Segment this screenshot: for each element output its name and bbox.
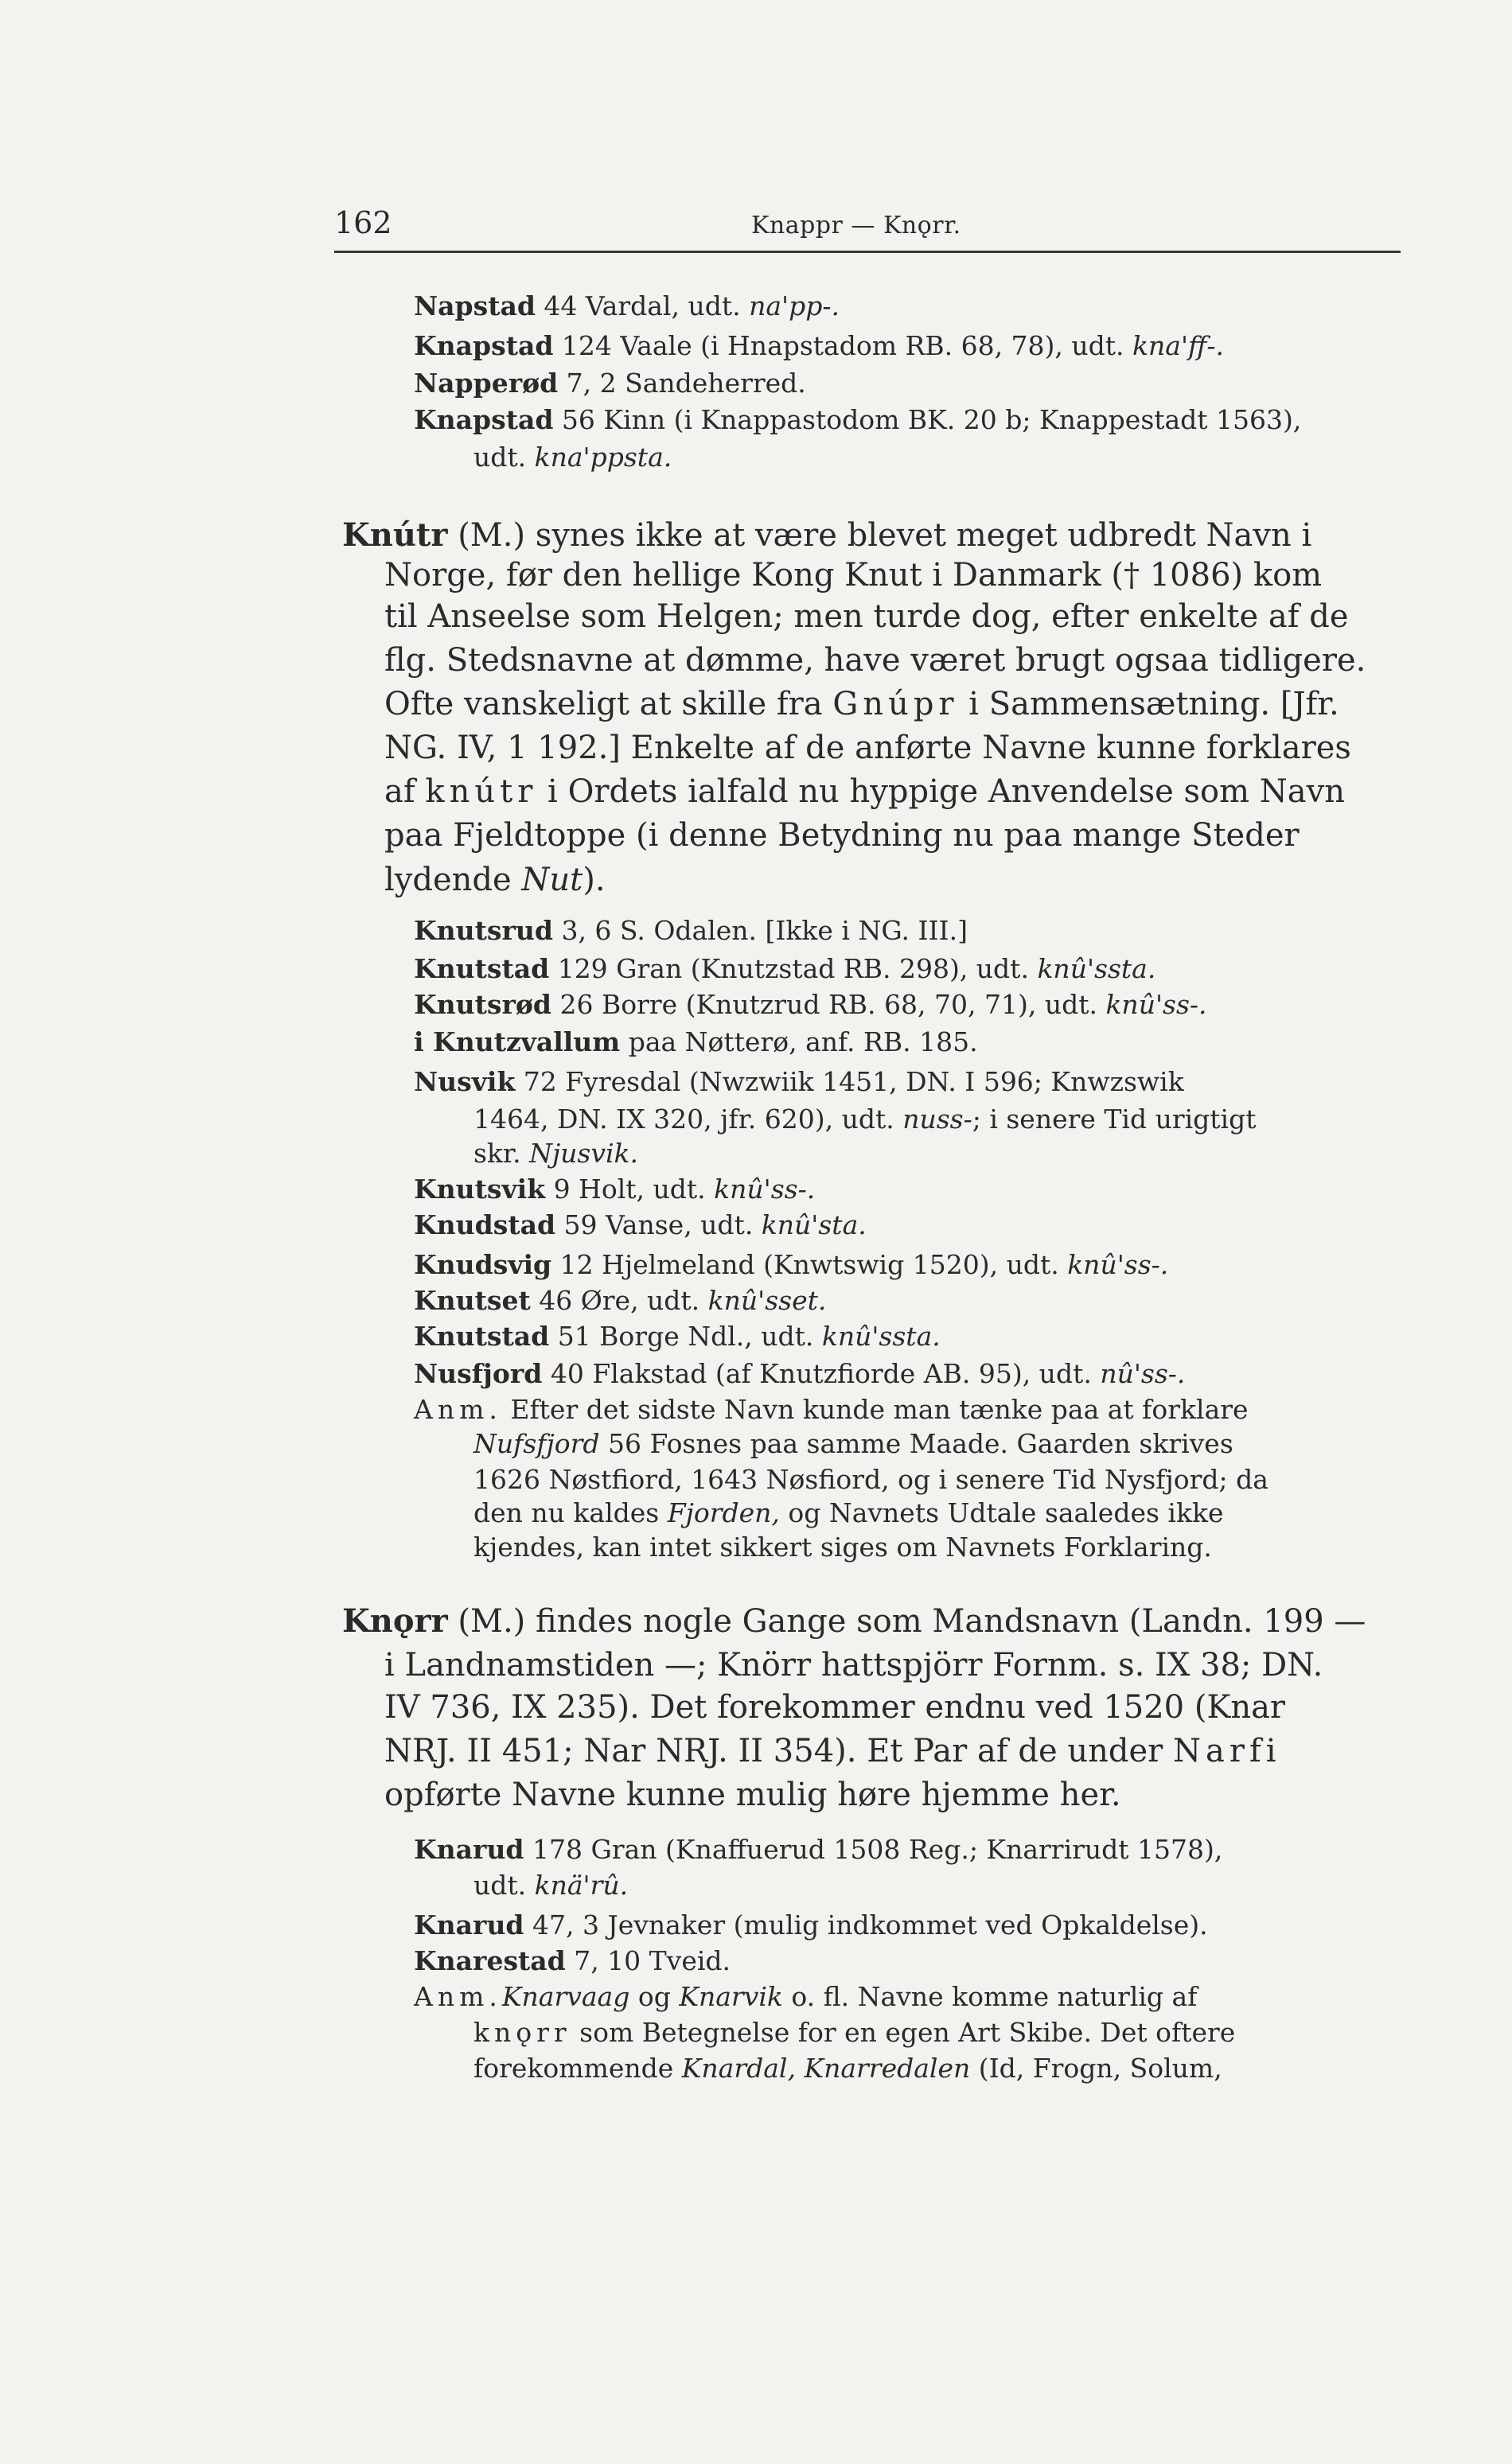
- text-line: [414, 1285, 826, 1317]
- line-text: 3, 6 S. Odalen. [Ikke i NG. III.]: [552, 915, 968, 946]
- line-text: paa Nøtterø, anf. RB. 185.: [620, 1026, 978, 1057]
- italic-term: knû'sset.: [707, 1285, 827, 1316]
- line-text: 56 Kinn (i Knappastodom BK. 20 b; Knappestadt 1563),: [553, 404, 1302, 435]
- entry-headword: Napstad: [414, 290, 536, 321]
- text-line: [414, 953, 1155, 985]
- line-text: 1464, DN. IX 320, jfr. 620), udt.: [473, 1104, 903, 1135]
- spaced-term: Narfi: [1172, 1733, 1281, 1769]
- entry-headword: Knǫrr: [342, 1602, 448, 1640]
- text-line: [414, 915, 968, 947]
- text-line: [384, 686, 1339, 722]
- line-text: den nu kaldes: [473, 1497, 668, 1528]
- italic-term: nuss-: [902, 1104, 972, 1135]
- text-line: [414, 290, 840, 322]
- line-text: og Navnets Udtale saaledes ikke: [779, 1497, 1224, 1528]
- spaced-term: knútr: [425, 773, 538, 810]
- text-line: [384, 598, 1348, 635]
- text-line: [414, 1249, 1168, 1281]
- line-text: (M.) findes nogle Gange som Mandsnavn (Landn. 199 —: [447, 1603, 1366, 1640]
- spaced-term: Gnúpr: [832, 686, 959, 722]
- text-line: [473, 2017, 1235, 2049]
- line-text: [629, 1981, 638, 2012]
- line-text: skr.: [473, 1138, 530, 1169]
- line-text: IV 736, IX 235). Det forekommer endnu ved 1520 (Knar: [384, 1689, 1286, 1726]
- line-text: 40 Flakstad (af Knutzfiorde AB. 95), udt.: [542, 1358, 1101, 1389]
- italic-term: Knardal, Knarredalen: [681, 2053, 971, 2084]
- text-line: [473, 442, 672, 473]
- line-text: 72 Fyresdal (Nwzwiik 1451, DN. I 596; Knwzswik: [515, 1066, 1184, 1097]
- line-text: ).: [583, 862, 606, 898]
- text-line: [414, 1909, 1208, 1941]
- text-line: [384, 1777, 1121, 1813]
- line-text: af: [384, 773, 426, 810]
- text-line: [473, 1870, 628, 1902]
- italic-term: Knarvaag: [501, 1981, 630, 2012]
- text-line: [342, 517, 1311, 554]
- line-text: 46 Øre, udt.: [530, 1285, 708, 1316]
- line-text: Efter det sidste Navn kunde man tænke paa at forklare: [501, 1394, 1249, 1425]
- italic-term: nû'ss-.: [1100, 1358, 1186, 1389]
- line-text: 12 Hjelmeland (Knwtswig 1520), udt.: [551, 1249, 1068, 1280]
- entry-headword: Knarud: [414, 1834, 524, 1865]
- text-line: [414, 1945, 731, 1977]
- line-text: i Sammensætning. [Jfr.: [958, 686, 1339, 722]
- italic-term: knû'ss-.: [1067, 1249, 1169, 1280]
- text-line: [473, 1138, 638, 1170]
- text-line: [414, 1321, 941, 1353]
- text-line: [414, 1834, 1222, 1866]
- page-number: 162: [334, 205, 392, 240]
- italic-term: knû'ss-.: [714, 1174, 816, 1205]
- entry-headword: Knudstad: [414, 1209, 556, 1240]
- text-line: [473, 1104, 1257, 1135]
- line-text: 56 Fosnes paa samme Maade. Gaarden skrives: [599, 1428, 1233, 1459]
- line-text: flg. Stedsnavne at dømme, have været brugt ogsaa tidligere.: [384, 642, 1366, 679]
- entry-headword: Napperød: [414, 368, 559, 399]
- line-text: forekommende: [473, 2053, 682, 2084]
- text-line: [414, 1358, 1185, 1390]
- line-text: NRJ. II 451; Nar NRJ. II 354). Et Par af de under: [384, 1733, 1173, 1769]
- line-text: i Landnamstiden —; Knörr hattspjörr Fornm. s. IX 38; DN.: [384, 1647, 1323, 1684]
- italic-term: Knarvik: [679, 1981, 783, 2012]
- entry-headword: Knútr: [342, 516, 448, 554]
- line-text: i Ordets ialfald nu hyppige Anvendelse som Navn: [537, 773, 1345, 810]
- entry-headword: Knutsvik: [414, 1174, 546, 1205]
- line-text: 47, 3 Jevnaker (mulig indkommet ved Opkaldelse).: [524, 1909, 1208, 1940]
- text-line: [414, 1981, 1197, 2013]
- entry-headword: Knutsrud: [414, 915, 553, 946]
- entry-headword: Knutset: [414, 1285, 531, 1316]
- line-text: lydende: [384, 862, 522, 898]
- line-text: Norge, før den hellige Kong Knut i Danmark († 1086) kom: [384, 557, 1323, 594]
- italic-term: Nut: [521, 862, 583, 898]
- text-line: [414, 1174, 815, 1205]
- italic-term: knä'rû.: [534, 1870, 629, 1901]
- italic-term: knû'ssta.: [1037, 953, 1156, 984]
- italic-term: knû'ssta.: [821, 1321, 941, 1352]
- entry-headword: Knarestad: [414, 1945, 566, 1976]
- line-text: som Betegnelse for en egen Art Skibe. Det oftere: [571, 2017, 1236, 2048]
- line-text: 59 Vanse, udt.: [555, 1209, 762, 1240]
- line-text: 26 Borre (Knutzrud RB. 68, 70, 71), udt.: [551, 989, 1106, 1020]
- line-text: o. fl. Navne komme naturlig af: [782, 1981, 1198, 2012]
- text-line: [414, 404, 1301, 436]
- text-line: [473, 1497, 1223, 1529]
- text-line: [384, 817, 1300, 854]
- text-line: [414, 1026, 978, 1058]
- text-line: [384, 1647, 1323, 1684]
- line-text: opførte Navne kunne mulig høre hjemme her.: [384, 1777, 1121, 1813]
- text-line: [384, 1733, 1281, 1769]
- italic-term: Nufsfjord: [473, 1428, 600, 1459]
- line-text: paa Fjeldtoppe (i denne Betydning nu paa mange Steder: [384, 817, 1300, 854]
- text-line: [384, 730, 1351, 766]
- line-text: 178 Gran (Knaffuerud 1508 Reg.; Knarrirudt 1578),: [524, 1834, 1223, 1865]
- line-text: (M.) synes ikke at være blevet meget udbredt Navn i: [447, 517, 1312, 554]
- text-line: [473, 1428, 1233, 1460]
- text-line: [414, 1066, 1184, 1098]
- text-line: [414, 989, 1207, 1021]
- italic-term: na'pp-.: [749, 290, 840, 321]
- line-text: 44 Vardal, udt.: [535, 290, 750, 321]
- text-line: [473, 2053, 1222, 2084]
- text-line: [473, 1532, 1212, 1563]
- line-text: og: [637, 1981, 680, 2012]
- text-line: [384, 1689, 1285, 1726]
- line-text: udt.: [473, 1870, 535, 1901]
- line-text: til Anseelse som Helgen; men turde dog, efter enkelte af de: [384, 598, 1349, 635]
- entry-headword: Knudsvig: [414, 1249, 552, 1280]
- text-line: [414, 1394, 1249, 1426]
- entry-headword: Knarud: [414, 1909, 524, 1940]
- line-text: (Id, Frogn, Solum,: [970, 2053, 1222, 2084]
- spaced-term: knǫrr: [473, 2017, 571, 2048]
- line-text: 9 Holt, udt.: [545, 1174, 715, 1205]
- line-text: ; i senere Tid urigtigt: [972, 1104, 1257, 1135]
- line-text: kjendes, kan intet sikkert siges om Navnets Forklaring.: [473, 1532, 1212, 1563]
- line-text: udt.: [473, 442, 535, 473]
- line-text: 7, 10 Tveid.: [565, 1945, 731, 1976]
- italic-term: knû'sta.: [761, 1209, 867, 1240]
- line-text: Ofte vanskeligt at skille fra: [384, 686, 833, 722]
- running-head: Knappr — Knǫrr.: [751, 212, 961, 239]
- page-header: [334, 205, 1401, 245]
- text-line: [384, 773, 1345, 810]
- text-line: [384, 862, 606, 898]
- line-text: 1626 Nøstfiord, 1643 Nøsfiord, og i senere Tid Nysfjord; da: [473, 1464, 1268, 1495]
- entry-headword: Knapstad: [414, 330, 554, 361]
- line-text: 7, 2 Sandeherred.: [558, 368, 806, 399]
- italic-term: knû'ss-.: [1105, 989, 1207, 1020]
- entry-headword: i Knutzvallum: [414, 1026, 621, 1057]
- entry-headword: Nusvik: [414, 1066, 516, 1097]
- text-line: [414, 1209, 867, 1241]
- italic-term: kna'ff-.: [1132, 330, 1225, 361]
- text-line: [384, 557, 1322, 594]
- italic-term: kna'ppsta.: [534, 442, 672, 473]
- entry-headword: Knutstad: [414, 953, 550, 984]
- line-text: 51 Borge Ndl., udt.: [549, 1321, 822, 1352]
- entry-headword: Knutsrød: [414, 989, 551, 1020]
- spaced-term: Anm.: [414, 1394, 502, 1425]
- text-line: [414, 330, 1224, 362]
- text-line: [384, 642, 1366, 679]
- header-rule: [334, 251, 1401, 253]
- text-line: [414, 368, 806, 399]
- entry-headword: Knapstad: [414, 404, 554, 435]
- line-text: 124 Vaale (i Hnapstadom RB. 68, 78), udt.: [553, 330, 1133, 361]
- line-text: 129 Gran (Knutzstad RB. 298), udt.: [549, 953, 1038, 984]
- spaced-term: Anm.: [414, 1981, 502, 2012]
- text-line: [473, 1464, 1268, 1496]
- entry-headword: Nusfjord: [414, 1358, 543, 1389]
- italic-term: Njusvik.: [529, 1138, 639, 1169]
- text-line: [342, 1603, 1366, 1640]
- italic-term: Fjorden,: [667, 1497, 780, 1528]
- entry-headword: Knutstad: [414, 1321, 550, 1352]
- line-text: NG. IV, 1 192.] Enkelte af de anførte Navne kunne forklares: [384, 730, 1351, 766]
